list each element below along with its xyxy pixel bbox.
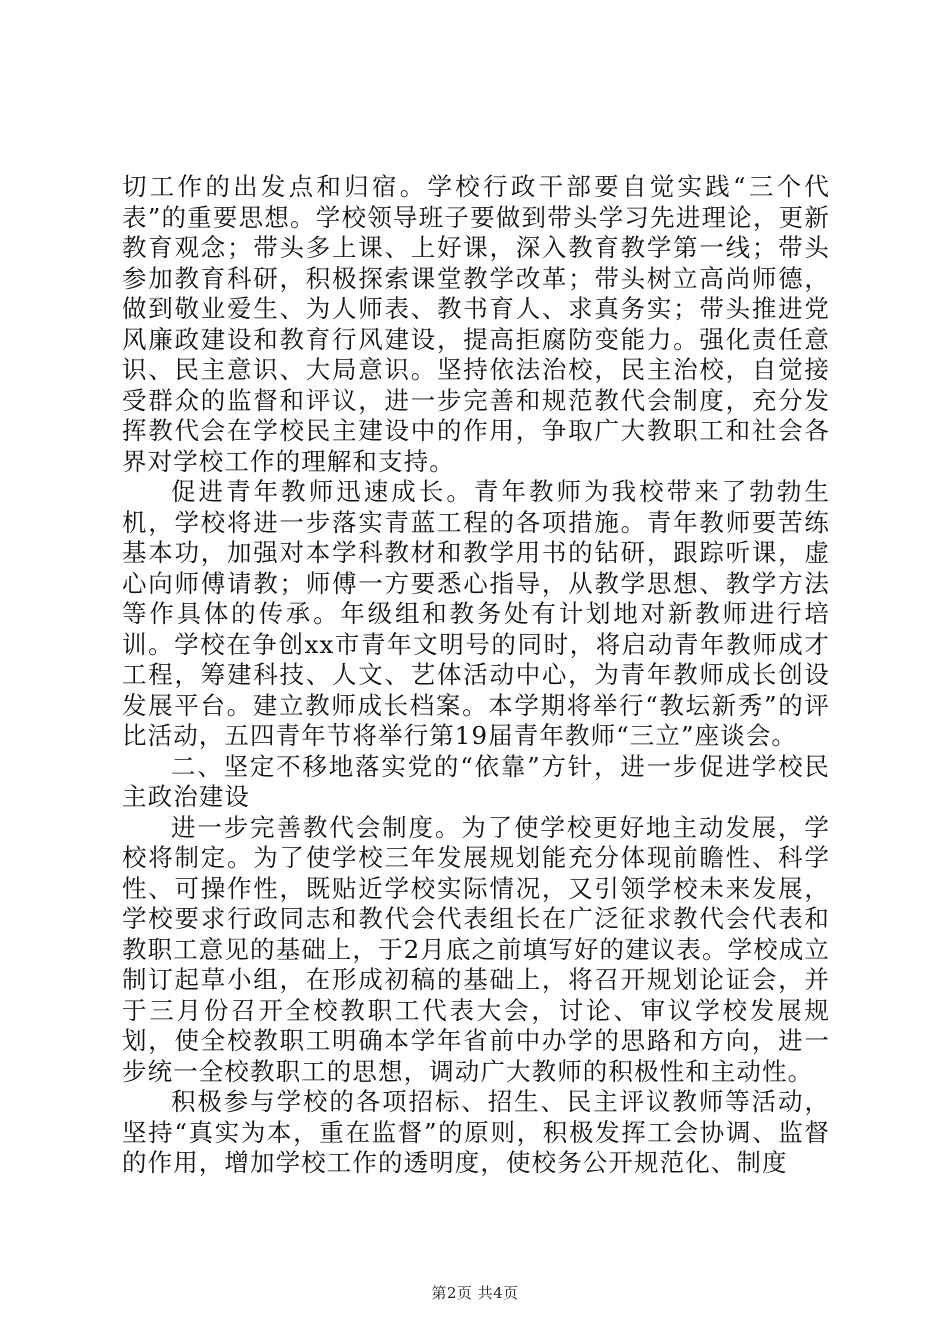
paragraph-2: 促进青年教师迅速成长。青年教师为我校带来了勃勃生机，学校将进一步落实青蓝工程的各项措施。青年教师要苦练基本功，加强对本学科教材和教学用书的钻研，跟踪听课，虚心向师傅请教；师傅一方要悉心指导，从教学思想、教学方法等作具体的传承。年级组和教务处有计划地对新教师进行培训。学校在争创xx市青年文明号的同时，将启动青年教师成才工程，筹建科技、人文、艺体活动中心，为青年教师成长创设发展平台。建立教师成长档案。本学期将举行“教坛新秀”的评比活动，五四青年节将举行第19届青年教师“三立”座谈会。 [122,477,830,750]
document-body [122,172,830,1179]
page-number: 第2页 共4页 [431,1284,519,1302]
page-footer [0,1283,950,1303]
section-heading-2: 二、坚定不移地落实党的“依靠”方针，进一步促进学校民主政治建设 [122,751,830,811]
paragraph-4: 积极参与学校的各项招标、招生、民主评议教师等活动，坚持“真实为本，重在监督”的原则，积极发挥工会协调、监督的作用，增加学校工作的透明度，使校务公开规范化、制度 [122,1087,830,1177]
paragraph-3: 进一步完善教代会制度。为了使学校更好地主动发展，学校将制定。为了使学校三年发展规划能充分体现前瞻性、科学性、可操作性，既贴近学校实际情况，又引领学校未来发展，学校要求行政同志和教代会代表组长在广泛征求教代会代表和教职工意见的基础上，于2月底之前填写好的建议表。学校成立制订起草小组，在形成初稿的基础上，将召开规划论证会，并于三月份召开全校教职工代表大会，讨论、审议学校发展规划，使全校教职工明确本学年省前中办学的思路和方向，进一步统一全校教职工的思想，调动广大教师的积极性和主动性。 [122,812,830,1086]
paragraph-1: 切工作的出发点和归宿。学校行政干部要自觉实践“三个代表”的重要思想。学校领导班子要做到带头学习先进理论，更新教育观念；带头多上课、上好课，深入教育教学第一线；带头参加教育科研，积极探索课堂教学改革；带头树立高尚师德，做到敬业爱生、为人师表、教书育人、求真务实；带头推进党风廉政建设和教育行风建设，提高拒腐防变能力。强化责任意识、民主意识、大局意识。坚持依法治校，民主治校，自觉接受群众的监督和评议，进一步完善和规范教代会制度，充分发挥教代会在学校民主建设中的作用，争取广大教职工和社会各界对学校工作的理解和支持。 [122,172,830,476]
